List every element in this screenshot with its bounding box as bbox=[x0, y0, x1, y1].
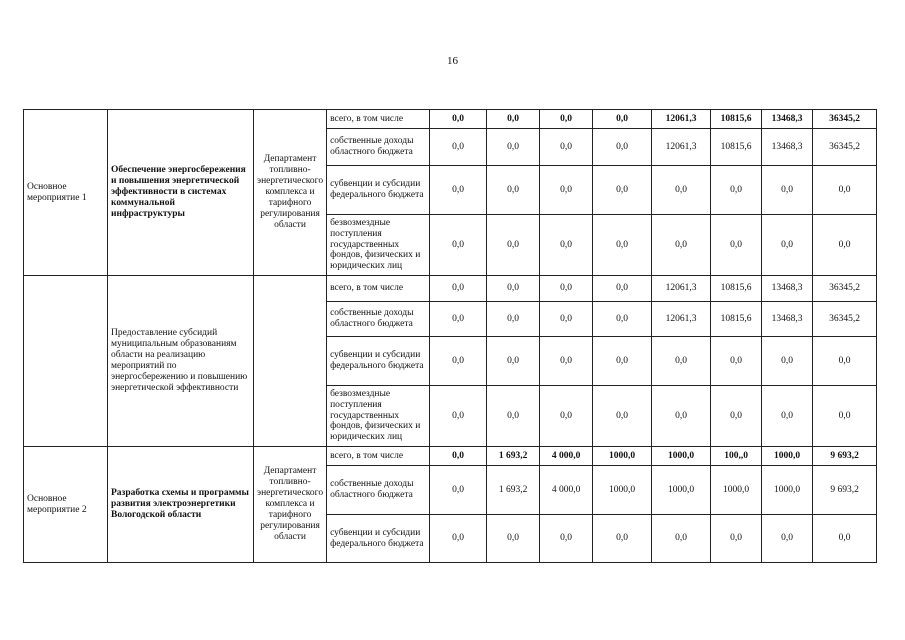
value-cell: 0,0 bbox=[593, 515, 652, 563]
value-cell: 0,0 bbox=[430, 215, 487, 276]
value-cell: 0,0 bbox=[540, 166, 593, 215]
value-cell: 10815,6 bbox=[711, 302, 762, 337]
value-cell: 12061,3 bbox=[652, 276, 711, 302]
value-cell: 0,0 bbox=[593, 166, 652, 215]
value-cell: 9 693,2 bbox=[813, 466, 877, 515]
value-cell: 0,0 bbox=[430, 447, 487, 466]
value-cell: 0,0 bbox=[487, 129, 540, 166]
value-cell: 0,0 bbox=[487, 215, 540, 276]
value-cell: 0,0 bbox=[540, 337, 593, 386]
value-cell: 9 693,2 bbox=[813, 447, 877, 466]
value-cell: 1000,0 bbox=[593, 466, 652, 515]
measure-name-cell: Предоставление субсидий муниципальным образованиям области на реализацию мероприятий по энергосбережению и повышению энергетической эффективности bbox=[108, 276, 254, 447]
value-cell: 0,0 bbox=[813, 337, 877, 386]
value-cell: 0,0 bbox=[593, 215, 652, 276]
value-cell: 0,0 bbox=[487, 337, 540, 386]
funding-source-cell: собственные доходы областного бюджета bbox=[327, 466, 430, 515]
value-cell: 0,0 bbox=[593, 386, 652, 447]
table-row bbox=[24, 447, 877, 466]
value-cell: 36345,2 bbox=[813, 276, 877, 302]
value-cell: 0,0 bbox=[487, 386, 540, 447]
event-cell: Основное мероприятие 2 bbox=[24, 447, 108, 563]
value-cell: 13468,3 bbox=[762, 302, 813, 337]
value-cell: 0,0 bbox=[652, 386, 711, 447]
value-cell: 1000,0 bbox=[593, 447, 652, 466]
value-cell: 13468,3 bbox=[762, 110, 813, 129]
value-cell: 0,0 bbox=[540, 276, 593, 302]
value-cell: 0,0 bbox=[813, 386, 877, 447]
value-cell: 0,0 bbox=[711, 166, 762, 215]
value-cell: 1000,0 bbox=[762, 447, 813, 466]
value-cell: 12061,3 bbox=[652, 110, 711, 129]
value-cell: 0,0 bbox=[540, 515, 593, 563]
value-cell: 0,0 bbox=[430, 276, 487, 302]
funding-source-cell: субвенции и субсидии федерального бюджета bbox=[327, 166, 430, 215]
value-cell: 13468,3 bbox=[762, 276, 813, 302]
value-cell: 4 000,0 bbox=[540, 466, 593, 515]
value-cell: 1000,0 bbox=[711, 466, 762, 515]
funding-source-cell: безвозмездные поступления государственных фондов, физических и юридических лиц bbox=[327, 215, 430, 276]
value-cell: 10815,6 bbox=[711, 110, 762, 129]
value-cell: 12061,3 bbox=[652, 129, 711, 166]
value-cell: 0,0 bbox=[430, 302, 487, 337]
value-cell: 0,0 bbox=[762, 515, 813, 563]
funding-source-cell: всего, в том числе bbox=[327, 447, 430, 466]
value-cell: 1000,0 bbox=[652, 447, 711, 466]
value-cell: 1 693,2 bbox=[487, 466, 540, 515]
funding-source-cell: собственные доходы областного бюджета bbox=[327, 302, 430, 337]
value-cell: 0,0 bbox=[593, 276, 652, 302]
value-cell: 36345,2 bbox=[813, 129, 877, 166]
funding-source-cell: безвозмездные поступления государственных фондов, физических и юридических лиц bbox=[327, 386, 430, 447]
value-cell: 1 693,2 bbox=[487, 447, 540, 466]
table-row bbox=[24, 110, 877, 129]
budget-table bbox=[23, 109, 877, 563]
event-cell: Основное мероприятие 1 bbox=[24, 110, 108, 276]
value-cell: 0,0 bbox=[593, 337, 652, 386]
value-cell: 0,0 bbox=[762, 215, 813, 276]
value-cell: 0,0 bbox=[487, 166, 540, 215]
measure-name-cell: Разработка схемы и программы развития электроэнергетики Вологодской области bbox=[108, 447, 254, 563]
value-cell: 0,0 bbox=[487, 515, 540, 563]
value-cell: 1000,0 bbox=[652, 466, 711, 515]
page-number: 16 bbox=[447, 55, 458, 67]
funding-source-cell: субвенции и субсидии федерального бюджета bbox=[327, 515, 430, 563]
value-cell: 0,0 bbox=[652, 337, 711, 386]
value-cell: 4 000,0 bbox=[540, 447, 593, 466]
executor-cell: Департамент топливно-энергетического комплекса и тарифного регулирования области bbox=[254, 110, 327, 276]
funding-source-cell: субвенции и субсидии федерального бюджета bbox=[327, 337, 430, 386]
executor-cell bbox=[254, 276, 327, 447]
value-cell: 12061,3 bbox=[652, 302, 711, 337]
value-cell: 0,0 bbox=[762, 337, 813, 386]
value-cell: 10815,6 bbox=[711, 276, 762, 302]
value-cell: 0,0 bbox=[487, 276, 540, 302]
value-cell: 0,0 bbox=[762, 386, 813, 447]
value-cell: 0,0 bbox=[487, 302, 540, 337]
value-cell: 0,0 bbox=[652, 515, 711, 563]
value-cell: 0,0 bbox=[487, 110, 540, 129]
value-cell: 36345,2 bbox=[813, 302, 877, 337]
value-cell: 1000,0 bbox=[762, 466, 813, 515]
value-cell: 0,0 bbox=[430, 337, 487, 386]
value-cell: 0,0 bbox=[711, 215, 762, 276]
value-cell: 36345,2 bbox=[813, 110, 877, 129]
value-cell: 0,0 bbox=[762, 166, 813, 215]
value-cell: 0,0 bbox=[593, 302, 652, 337]
value-cell: 0,0 bbox=[652, 166, 711, 215]
value-cell: 0,0 bbox=[430, 110, 487, 129]
value-cell: 0,0 bbox=[540, 110, 593, 129]
value-cell: 10815,6 bbox=[711, 129, 762, 166]
value-cell: 13468,3 bbox=[762, 129, 813, 166]
executor-cell: Департамент топливно-энергетического комплекса и тарифного регулирования области bbox=[254, 447, 327, 563]
table-row bbox=[24, 276, 877, 302]
value-cell: 0,0 bbox=[540, 386, 593, 447]
value-cell: 0,0 bbox=[430, 166, 487, 215]
funding-source-cell: всего, в том числе bbox=[327, 276, 430, 302]
value-cell: 0,0 bbox=[711, 337, 762, 386]
funding-source-cell: всего, в том числе bbox=[327, 110, 430, 129]
value-cell: 0,0 bbox=[430, 386, 487, 447]
measure-name-cell: Обеспечение энергосбережения и повышения энергетической эффективности в системах коммунальной инфраструктуры bbox=[108, 110, 254, 276]
value-cell: 0,0 bbox=[540, 129, 593, 166]
value-cell: 0,0 bbox=[813, 215, 877, 276]
funding-source-cell: собственные доходы областного бюджета bbox=[327, 129, 430, 166]
value-cell: 0,0 bbox=[430, 466, 487, 515]
value-cell: 0,0 bbox=[813, 515, 877, 563]
value-cell: 0,0 bbox=[652, 215, 711, 276]
value-cell: 0,0 bbox=[593, 110, 652, 129]
value-cell: 0,0 bbox=[430, 129, 487, 166]
value-cell: 0,0 bbox=[711, 515, 762, 563]
value-cell: 0,0 bbox=[593, 129, 652, 166]
value-cell: 0,0 bbox=[540, 302, 593, 337]
value-cell: 0,0 bbox=[540, 215, 593, 276]
value-cell: 0,0 bbox=[430, 515, 487, 563]
value-cell: 100,,0 bbox=[711, 447, 762, 466]
value-cell: 0,0 bbox=[711, 386, 762, 447]
value-cell: 0,0 bbox=[813, 166, 877, 215]
event-cell bbox=[24, 276, 108, 447]
